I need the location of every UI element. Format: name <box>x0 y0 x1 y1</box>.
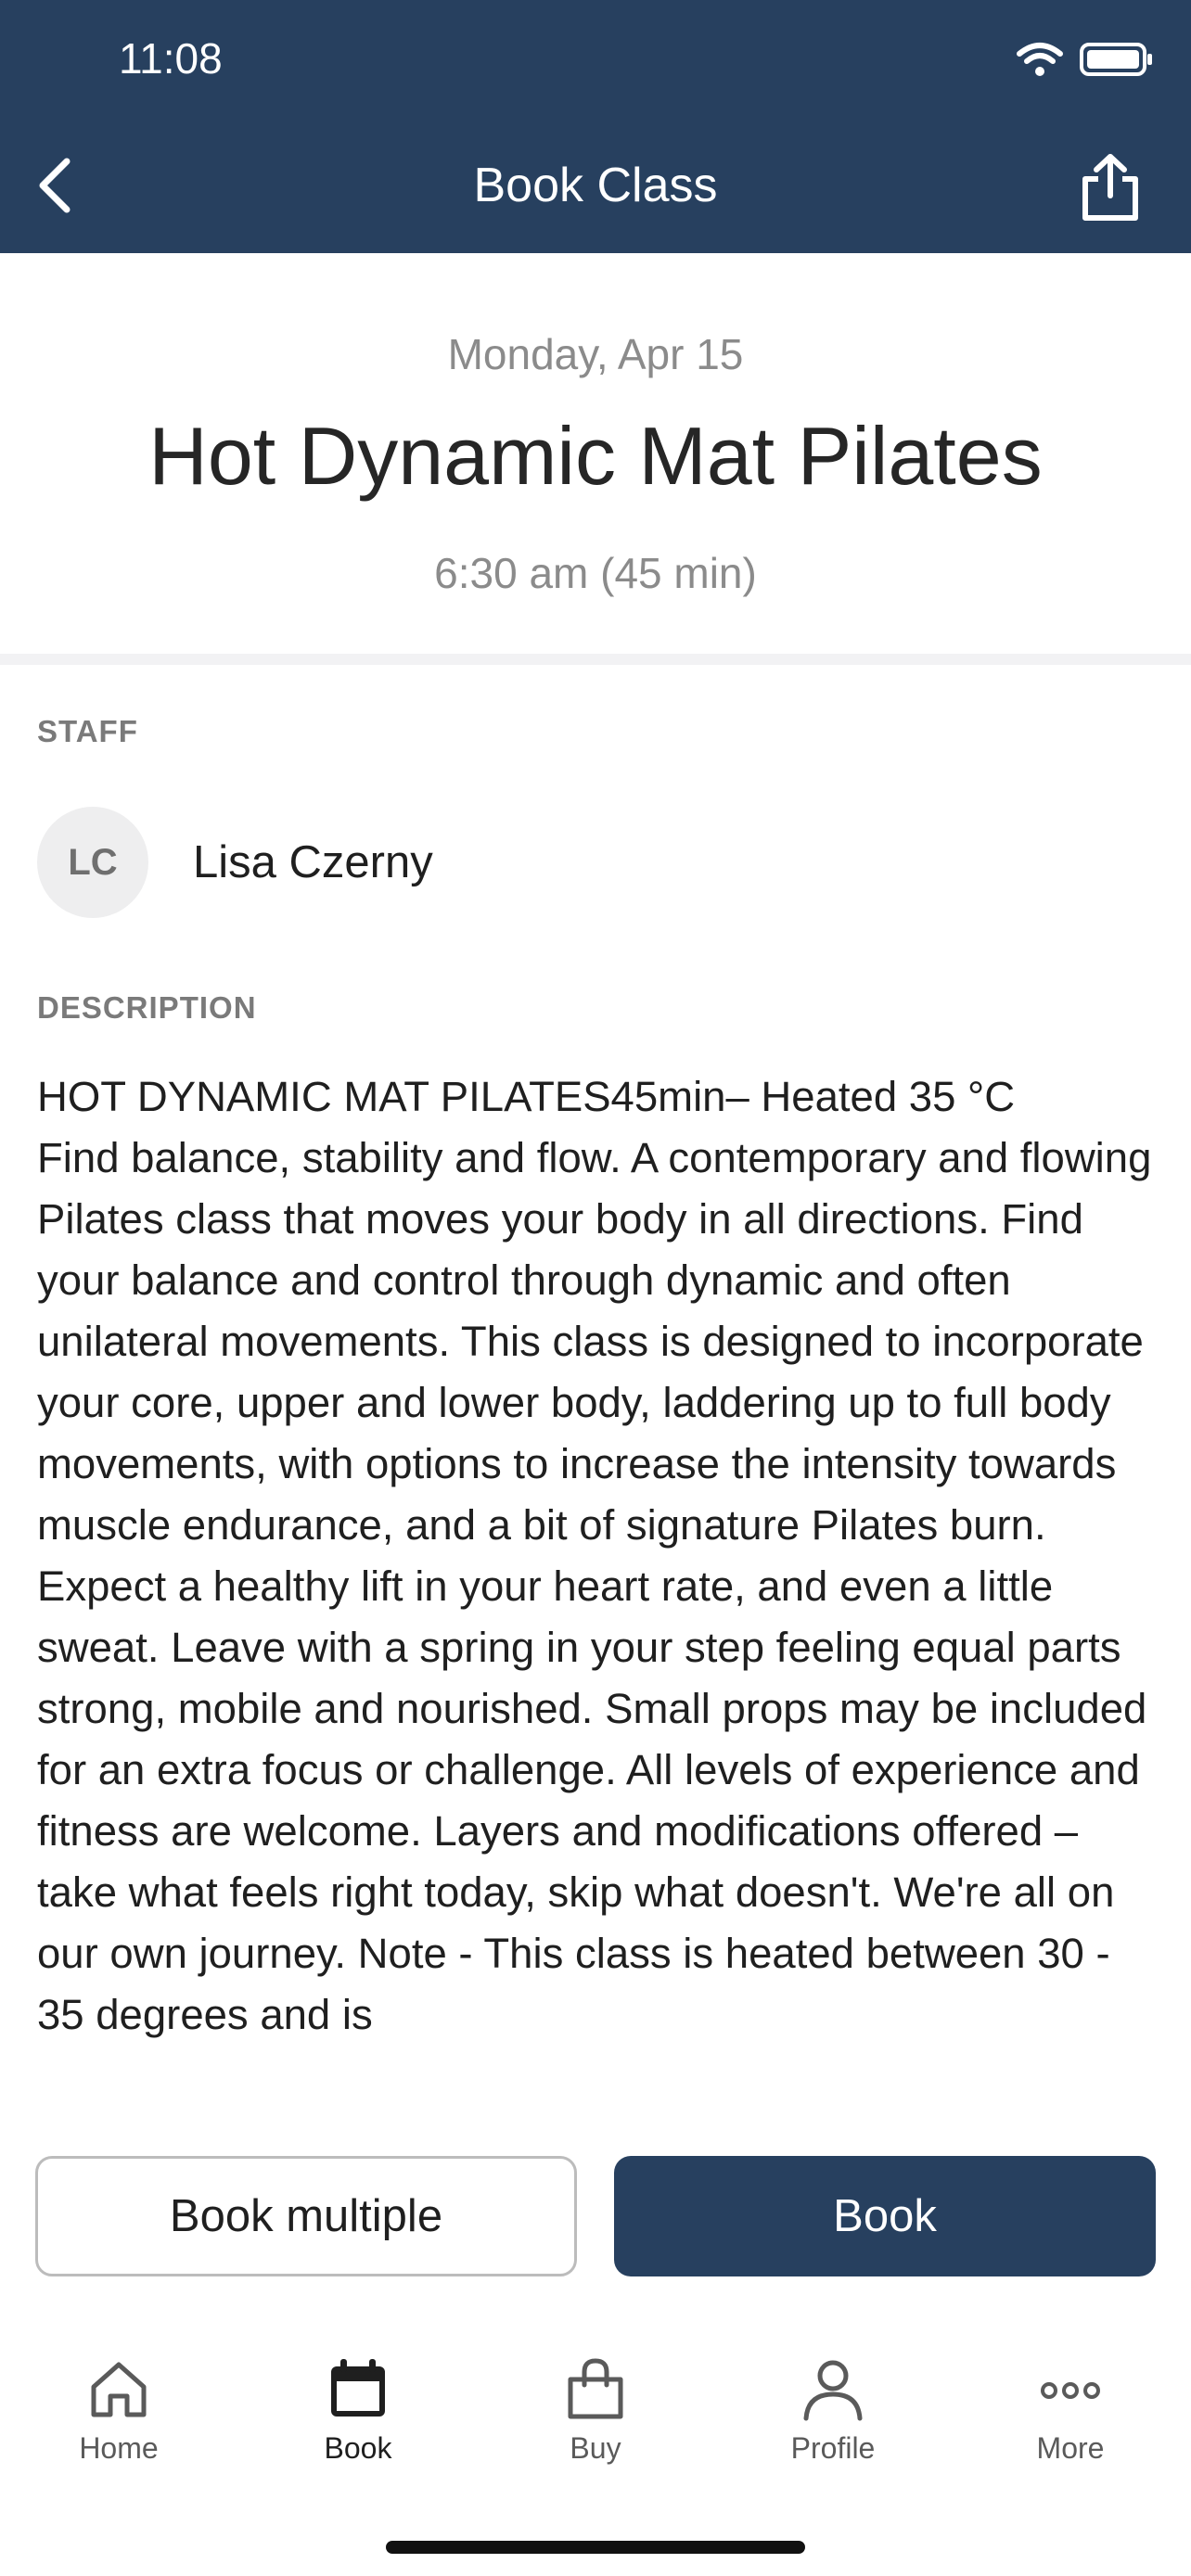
class-description: HOT DYNAMIC MAT PILATES45min– Heated 35 °C Find balance, stability and flow. A contemporary and flowing Pilates class that moves your body in all directions. Find your balance and control through dynamic and often unilateral movements. This class is designed to incorporate your core, upper and lower body, laddering up to full body movements, with options to increase the intensity towards muscle endurance, and a bit of signature Pilates burn. Expect a healthy lift in your heart rate, and even a little sweat. Leave with a spring in your step feeling equal parts strong, mobile and nourished. Small props may be included for an extra focus or challenge. All levels of experience and fitness are welcome. Layers and modifications offered – take what feels right today, skip what doesn't. We're all on our own journey. Note - This class is heated between 30 - 35 degrees and is <box>37 1073 1152 2038</box>
share-icon[interactable] <box>1078 153 1143 222</box>
shopping-bag-icon <box>563 2357 628 2422</box>
home-indicator <box>386 2541 805 2554</box>
tab-bar <box>0 2337 1191 2504</box>
class-time: 6:30 am (45 min) <box>434 549 757 597</box>
book-button[interactable]: Book <box>614 2156 1156 2276</box>
staff-section-label: STAFF <box>37 714 138 748</box>
calendar-icon <box>326 2357 391 2422</box>
tab-label: Buy <box>570 2431 621 2465</box>
more-dots-icon <box>1038 2357 1103 2422</box>
tab-book[interactable] <box>275 2337 442 2466</box>
person-icon <box>800 2357 865 2422</box>
top-header <box>0 0 1191 253</box>
status-time: 11:08 <box>119 34 223 83</box>
tab-label: More <box>1036 2431 1105 2465</box>
tab-label: Book <box>324 2431 392 2465</box>
battery-icon <box>1080 41 1154 78</box>
home-icon <box>86 2357 151 2422</box>
tab-more[interactable] <box>987 2337 1154 2466</box>
book-multiple-button[interactable]: Book multiple <box>35 2156 577 2276</box>
section-divider <box>0 654 1191 665</box>
staff-name[interactable]: Lisa Czerny <box>193 837 433 887</box>
tab-buy[interactable] <box>512 2337 679 2466</box>
class-summary <box>0 253 1191 654</box>
tab-home[interactable] <box>35 2337 202 2466</box>
tab-profile[interactable] <box>749 2337 916 2466</box>
page-title: Book Class <box>473 159 718 212</box>
avatar[interactable]: LC <box>37 807 148 918</box>
tab-label: Home <box>79 2431 159 2465</box>
class-title: Hot Dynamic Mat Pilates <box>148 410 1043 502</box>
class-date: Monday, Apr 15 <box>447 330 744 378</box>
status-icons <box>1017 41 1154 87</box>
tab-label: Profile <box>790 2431 876 2465</box>
wifi-icon <box>1017 41 1063 78</box>
description-section-label: DESCRIPTION <box>37 990 257 1025</box>
